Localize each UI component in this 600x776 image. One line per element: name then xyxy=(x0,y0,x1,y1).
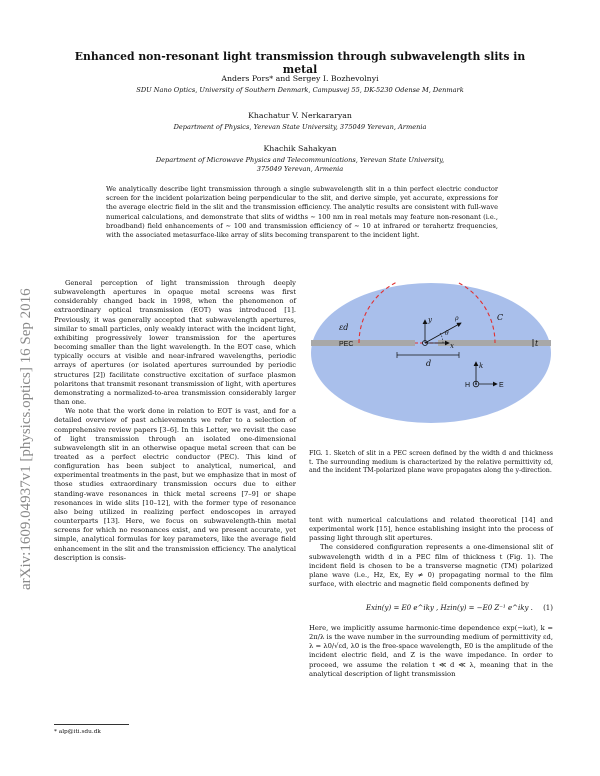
dielectric-medium xyxy=(311,283,551,423)
footnote-rule xyxy=(54,724,129,725)
t-label: t xyxy=(535,339,539,348)
equation-number: (1) xyxy=(543,604,553,612)
right-column-bottom xyxy=(309,624,553,679)
author-line-1: Anders Pors* and Sergey I. Bozhevolnyi xyxy=(221,74,379,83)
equation-body: Exin(y) = E0 e^iky , Hzin(y) = −E0 Z⁻¹ e^iky . xyxy=(366,604,533,612)
d-label: d xyxy=(426,359,432,368)
author-line-3: Khachik Sahakyan xyxy=(263,144,337,153)
h-field-dot xyxy=(475,383,477,385)
author-line-2: Khachatur V. Nerkararyan xyxy=(248,111,352,120)
figure-1 xyxy=(309,282,553,424)
paragraph: We note that the work done in relation to EOT is vast, and for a detailed overview of past achievements we refer to a selection of comprehensive review papers [3–6]. In this Letter, we revisit the case of light transmission through an isolated one-dimensional subwavelength slit in an otherwise opaque metal screen that can be treated as a perfect electric conductor (PEC). This kind of configuration has been subject to analytical, numerical, and experimental treatments in the past, but we emphasize that in most of those studies extraordinary transmission occurs due to either standing-wave resonances in thick metal screens [7–9] or shape resonances in wide slits [10–12], with the former type of resonance also being utilized in realizing perfect endoscopes in arrayed counterparts [13]. Here, we focus on subwavelength-thin metal screens for which no resonances exist, and we present accurate, yet simple, analytical formulas for key parameters, like the average field enhancement in the slit and the transmission efficiency. The analytical description is consis- xyxy=(54,407,296,562)
e-label: E xyxy=(499,382,504,389)
paragraph: The considered configuration represents a one-dimensional slit of subwavelength width d in a PEC film of thickness t (Fig. 1). The incident field is chosen to be a transverse magnetic (TM) polarized plane wave (i.e., Hz, Ex, Ey ≠ 0) propagating normal to the film surface, with electric and magnetic field components defined by xyxy=(309,543,553,589)
figure-caption: FIG. 1. Sketch of slit in a PEC screen defined by the width d and thickness t. The surrounding medium is characterized by the relative permittivity εd, and the incident TM-polarized plane wave propagates along the y-direction. xyxy=(309,450,553,475)
h-label: H xyxy=(465,382,471,389)
c-label: C xyxy=(497,313,504,322)
right-column-top xyxy=(309,516,553,589)
arxiv-id: arXiv:1609.04937v1 [physics.optics] 16 Sep 2016 xyxy=(18,288,34,590)
x-label: x xyxy=(450,342,454,350)
arxiv-stamp xyxy=(8,160,38,600)
paper-title: Enhanced non-resonant light transmission through subwavelength slits in metal xyxy=(74,50,526,76)
footnote: * alp@iti.sdu.dk xyxy=(54,729,101,735)
k-label: k xyxy=(479,362,484,370)
left-column xyxy=(54,279,296,563)
y-label: y xyxy=(428,316,432,324)
abstract: We analytically describe light transmission through a single subwavelength slit in a thin perfect electric conductor screen for the incident polarization being perpendicular to the slit, and derive simple, yet accurate, expressions for the average electric field in the slit and the transmission efficiency. The analytic results are consistent with full-wave numerical calculations, and demonstrate that slits of widths ∼ 100 nm in real metals may feature non-resonant (i.e., broadband) field enhancements of ∼ 100 and transmission efficiency of ∼ 10 at infrared or terahertz frequencies, with the associated metasurface-like array of slits becoming transparent to the incident light. xyxy=(106,185,498,240)
affiliation-2: Department of Physics, Yerevan State University, 375049 Yerevan, Armenia xyxy=(173,123,427,131)
eps-label: εd xyxy=(339,323,349,332)
rho-label: ρ xyxy=(455,315,459,322)
affiliation-3: Department of Microwave Physics and Telecommunications, Yerevan State University, 375049 Yerevan, Armenia xyxy=(155,156,445,173)
paragraph: tent with numerical calculations and related theoretical [14] and experimental work [15], hence establishing insight into the process of passing light through slit apertures. xyxy=(309,516,553,543)
equation-1 xyxy=(309,604,553,616)
theta-label: θ xyxy=(445,330,449,337)
affiliation-1: SDU Nano Optics, University of Southern Denmark, Campusvej 55, DK-5230 Odense M, Denmark xyxy=(136,86,464,94)
pec-label: PEC xyxy=(339,341,354,348)
paragraph: General perception of light transmission through deeply subwavelength apertures in opaque metal screens was first considerably changed back in 1998, when the phenomenon of extraordinary optical transmission (EOT) was introduced [1]. Previously, it was generally accepted that subwavelength apertures, similar to small particles, only weakly interact with the incident light, exhibiting progressively lower transmission for the apertures becoming smaller than the light wavelength. In the EOT case, which typically occurs at visible and near-infrared wavelengths, periodic arrays of apertures (or isolated apertures surrounded by periodic structures [2]) facilitate constructive excitation of surface plasmon polaritons that transmit resonant transmission of light, with apertures demonstrating a normalized-to-area transmission considerably larger than one. xyxy=(54,279,296,407)
paragraph: Here, we implicitly assume harmonic-time dependence exp(−iωt), k = 2π/λ is the wave number in the surrounding medium of permittivity εd, λ = λ0/√εd, λ0 is the free-space wavelength, E0 is the amplitude of the incident electric field, and Z is the wave impedance. In order to proceed, we assume the relation t ≪ d ≪ λ, meaning that in the analytical description of light transmission xyxy=(309,624,553,678)
pec-screen-left xyxy=(311,340,415,346)
